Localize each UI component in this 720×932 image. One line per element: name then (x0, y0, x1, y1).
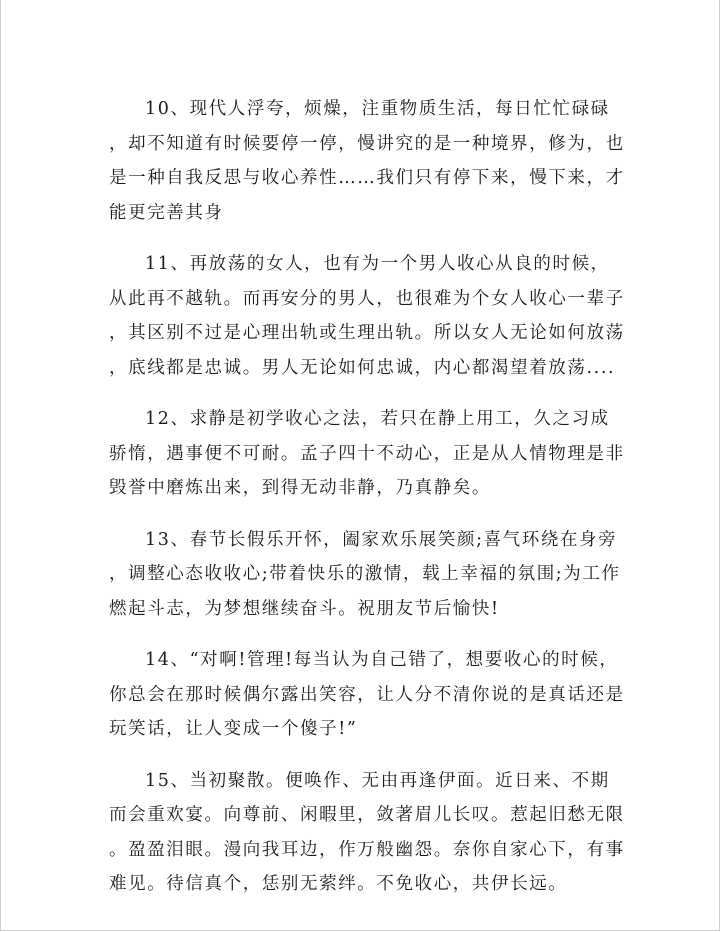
text-line: 14、“对啊!管理!每当认为自己错了，想要收心的时候， (145, 650, 619, 670)
paragraph-14 (109, 643, 625, 747)
text-line: ，底线都是忠诚。男人无论如何忠诚，内心都渴望着放荡.... (109, 357, 616, 378)
paragraph-15 (109, 764, 625, 902)
text-line: 是一种自我反思与收心养性……我们只有停下来，慢下来，才 (109, 168, 625, 188)
paragraph-10 (109, 92, 625, 230)
document-body (109, 92, 625, 919)
text-line: 毁誉中磨炼出来，到得无动非静，乃真静矣。 (109, 478, 491, 498)
text-line: ，调整心态收收心;带着快乐的激情，载上幸福的氛围;为工作 (109, 564, 621, 584)
paragraph-11 (109, 247, 625, 385)
text-line: 13、春节长假乐开怀，阖家欢乐展笑颜;喜气环绕在身旁 (145, 529, 618, 550)
text-line: 能更完善其身 (109, 202, 224, 223)
text-line: 从此再不越轨。而再安分的男人，也很难为个女人收心一辈子 (109, 288, 625, 309)
text-line: 玩笑话，让人变成一个傻子!” (109, 719, 358, 739)
text-line: 15、当初聚散。便唤作、无由再逢伊面。近日来、不期 (145, 770, 610, 791)
text-line: 你总会在那时候偶尔露出笑容，让人分不清你说的是真话还是 (109, 684, 625, 705)
text-line: 12、求静是初学收心之法，若只在静上用工，久之习成 (145, 409, 610, 429)
paragraph-12 (109, 402, 625, 506)
text-line: 燃起斗志，为梦想继续奋斗。祝朋友节后愉快! (109, 598, 500, 619)
text-line: 难见。待信真个，恁别无萦绊。不免收心，共伊长远。 (109, 874, 568, 894)
text-line: 。盈盈泪眼。漫向我耳边，作万般幽怨。奈你自家心下，有事 (109, 839, 625, 860)
text-line: 10、现代人浮夸，烦燥，注重物质生活，每日忙忙碌碌 (145, 99, 610, 119)
text-line: 11、再放荡的女人，也有为一个男人收心从良的时候， (145, 254, 610, 274)
text-line: ，却不知道有时候要停一停，慢讲究的是一种境界，修为，也 (109, 133, 625, 154)
text-line: ，其区别不过是心理出轨或生理出轨。所以女人无论如何放荡 (109, 323, 625, 343)
text-line: 而会重欢宴。向尊前、闲暇里，敛著眉儿长叹。惹起旧愁无限 (109, 805, 625, 825)
text-line: 骄惰，遇事便不可耐。孟子四十不动心，正是从人情物理是非 (109, 443, 625, 464)
paragraph-13 (109, 523, 621, 627)
